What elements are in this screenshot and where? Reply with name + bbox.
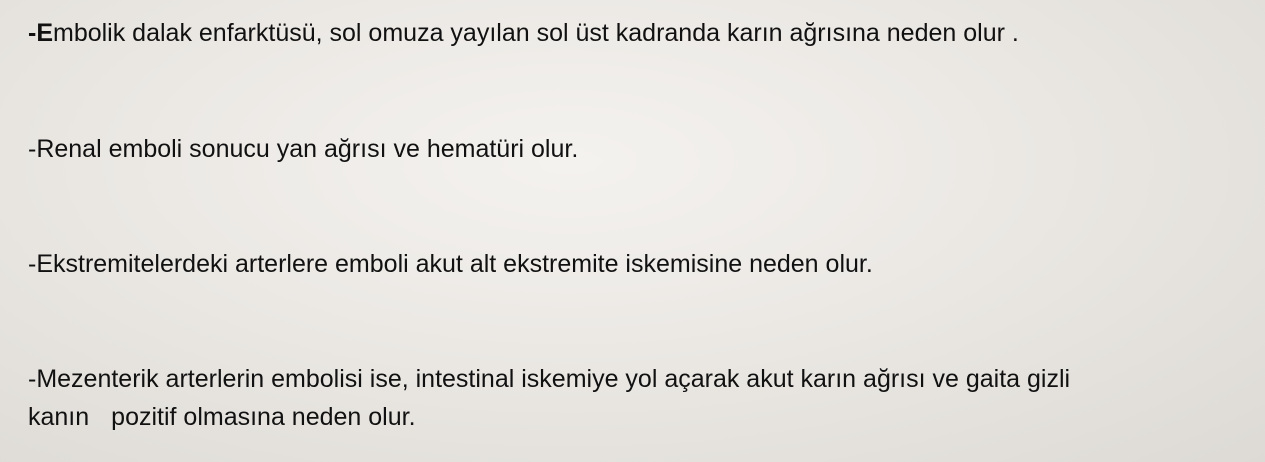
bullet-text-line-2a: kanın [28,403,90,431]
bullet-text-line-2 [28,398,1238,436]
bullet-splenic-infarct [28,14,1238,52]
bullet-renal-emboli [28,130,1238,168]
bullet-extremity-emboli [28,245,1238,283]
bullet-text-line-1: -Mezenterik arterlerin embolisi ise, intestinal iskemiye yol açarak akut karın ağrısı ve gaita gizli [28,365,1071,393]
bullet-text: -Ekstremitelerdeki arterlere emboli akut alt ekstremite iskemisine neden olur. [28,250,873,278]
bullet-text-line-2b: pozitif olmasına neden olur. [111,403,416,431]
bullet-text: mbolik dalak enfarktüsü, sol omuza yayılan sol üst kadranda karın ağrısına neden olur . [53,19,1019,47]
bullet-text: -Renal emboli sonucu yan ağrısı ve hematüri olur. [28,135,579,163]
bullet-lead: -E [28,19,53,47]
bullet-mesenteric-emboli [28,360,1238,436]
